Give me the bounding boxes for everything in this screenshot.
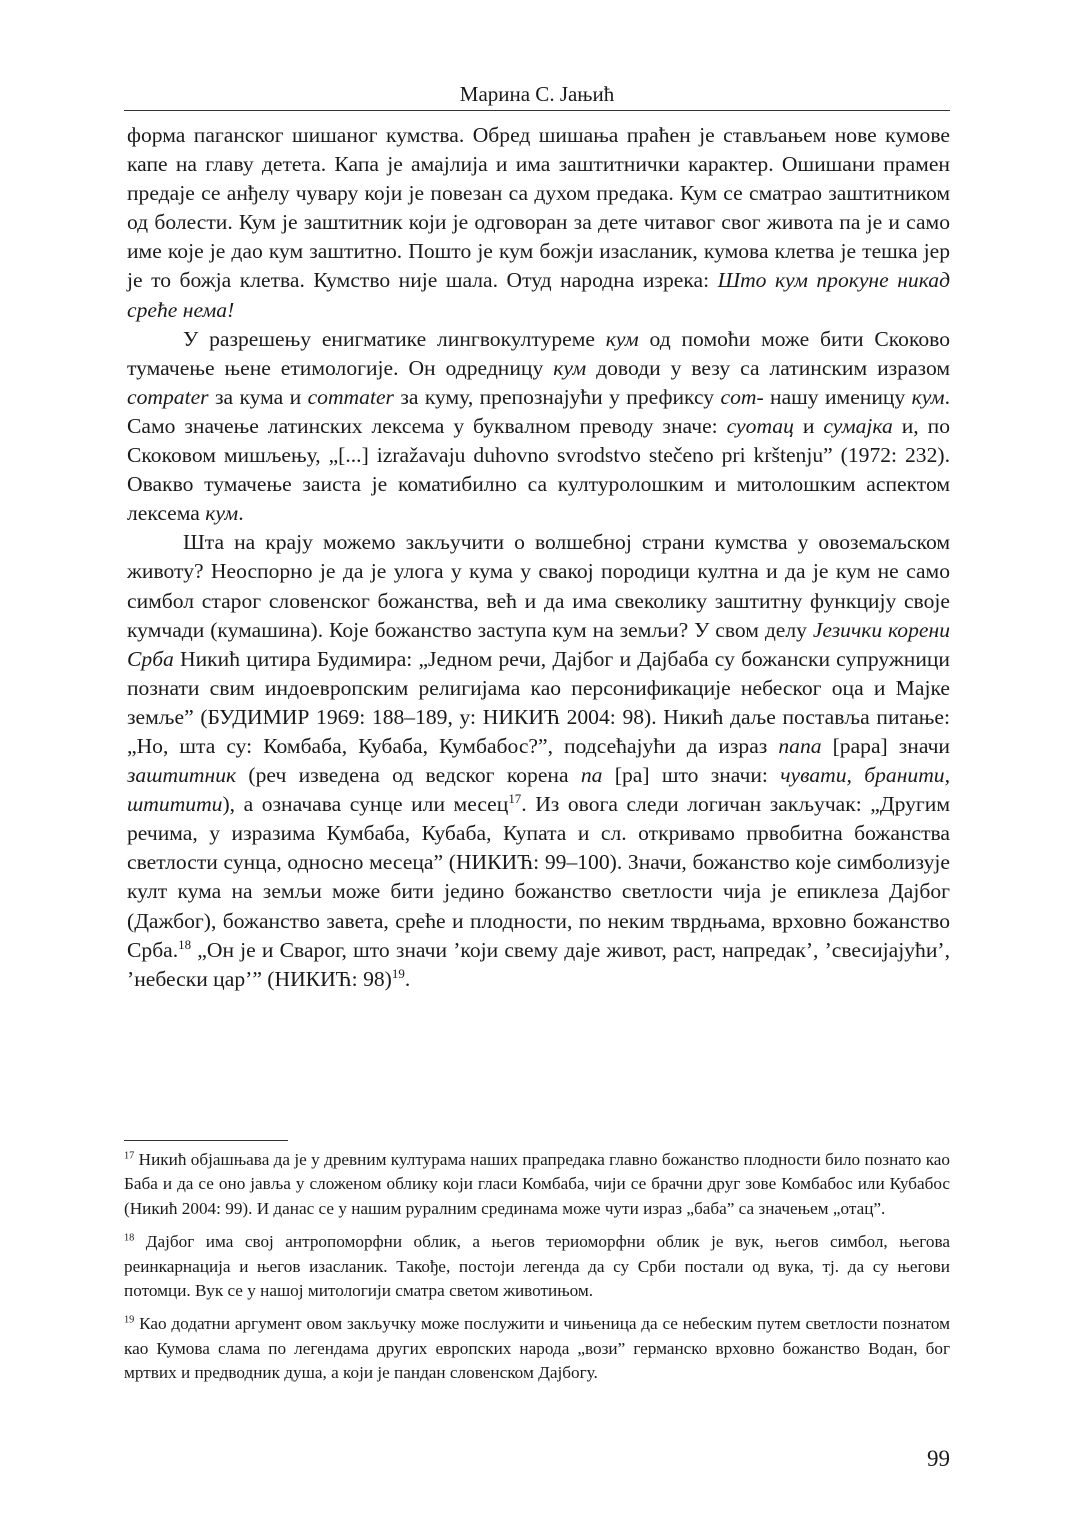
footnote-18: $^{18}$ Дајбог има свој антропоморфни облик, а његов териоморфни облик је вук, његов симбол, његова реинкарнација и његов изасланик. Такође, постоји легенда да су Срби постали од вука, тј. да су његови потомци. Вук се у нашој митологији сматра светом животињом. (124, 1232, 950, 1301)
footnote-17: $^{17}$ Никић објашњава да је у древним културама наших прапредака главно божанство плодности било познато као Баба и да се оно јавља у сложеном облику који гласи Комбаба, чији се брачни друг зове Комбабос или Кубабос (Никић 2004: 99). И данас се у нашим руралним срединама може чути израз „баба” са значењем „отац”. (124, 1150, 951, 1218)
paragraph-3: Шта на крају можемо закључити о волшебној страни кумства у овоземаљском животу? Неоспорно је да је улога у кума у свакој породици култна и да је кум не само симбол старог словенског божанства, већ и да има свеколику заштитну функцију своје кумчади (кумашина). Које божанство заступа кум на земљи? У свом делу Језички корени Срба Никић цитира Будимира: „Једном речи, Дајбог и Дајбаба су божански супружници познати свим индоевропским религијама као персонификације небеског оца и Мајке земље” (БУДИМИР 1969: 188–189, у: НИКИЋ 2004: 98). Никић даље поставља питање: „Но, шта су: Комбаба, Кубаба, Кумбабос?”, подсећајући да израз папа [papa] значи заштитник (реч изведена од ведског корена па [pa] што значи: чувати, бранити, штитити), а означава сунце или месец$^{17}$. Из овога следи логичан закључак: „Другим речима, у изразима Кумбаба, Кубаба, Купата и сл. откривамо првобитна божанства светлости сунца, односно месеца” (НИКИЋ: 99–100). Значи, божанство које симболизује култ кума на земљи може бити једино божанство светлости чија је епиклеза Дајбог (Дажбог), божанство завета, среће и плодности, по неким тврдњама, врховно божанство Срба.$^{18}$ „Он је и Сварог, што значи ’који свему даје живот, раст, напредак’, ’свесијајући’, ’небески цар’” (НИКИЋ: 98)$^{19}$. (127, 530, 950, 991)
paragraph-1: форма паганског шишаног кумства. Обред шишања праћен је стављањем нове кумове капе на главу детета. Капа је амајлија и има заштитнички карактер. Ошишани прамен предаје се анђелу чувару који је повезан са духом предака. Кум се сматрао заштитником од болести. Кум је заштитник који је одговоран за дете читавог свог живота па је и само име које је дао кум заштитно. Пошто је кум божји изасланик, кумова клетва је тешка јер је то божја клетва. Кумство није шала. Отуд народна изрека: Што кум прокуне никад среће нема! (127, 123, 951, 322)
footnote-ref-17[interactable]: 17 (508, 790, 522, 806)
footnote-19: $^{19}$ Као додатни аргумент овом закључку може послужити и чињеница да се небеским путем светлости познатом као Кумова слама по легендама других европских народа „вози” германско врховно божанство Водан, бог мртвих и предводник душа, а који је пандан словенском Дајбогу. (124, 1314, 951, 1383)
footnotes (124, 1148, 950, 1395)
paragraph-2: У разрешењу енигматике лингвокултуреме кум од помоћи може бити Скоково тумачење њене етимологије. Он одредницу кум доводи у везу са латинским изразом compater за кума и commater за куму, препознајући у префиксу com- нашу именицу кум. Само значење латинских лексема у буквалном преводу значе: суотац и сумајка и, по Скоковом мишљењу, „[...] izražavaju duhovno svrodstvo stečeno pri krštenju” (1972: 232). Овакво тумачење заиста је коматибилно са културолошким и митолошким аспектом лексема кум. (127, 326, 951, 526)
running-head: Марина С. Јањић (124, 80, 950, 111)
page-number: 99 (927, 1446, 950, 1471)
footnote-ref-18[interactable]: 18 (178, 936, 192, 952)
body-text (127, 121, 950, 994)
footnote-separator (124, 1140, 288, 1141)
footnote-ref-19[interactable]: 19 (391, 965, 405, 981)
